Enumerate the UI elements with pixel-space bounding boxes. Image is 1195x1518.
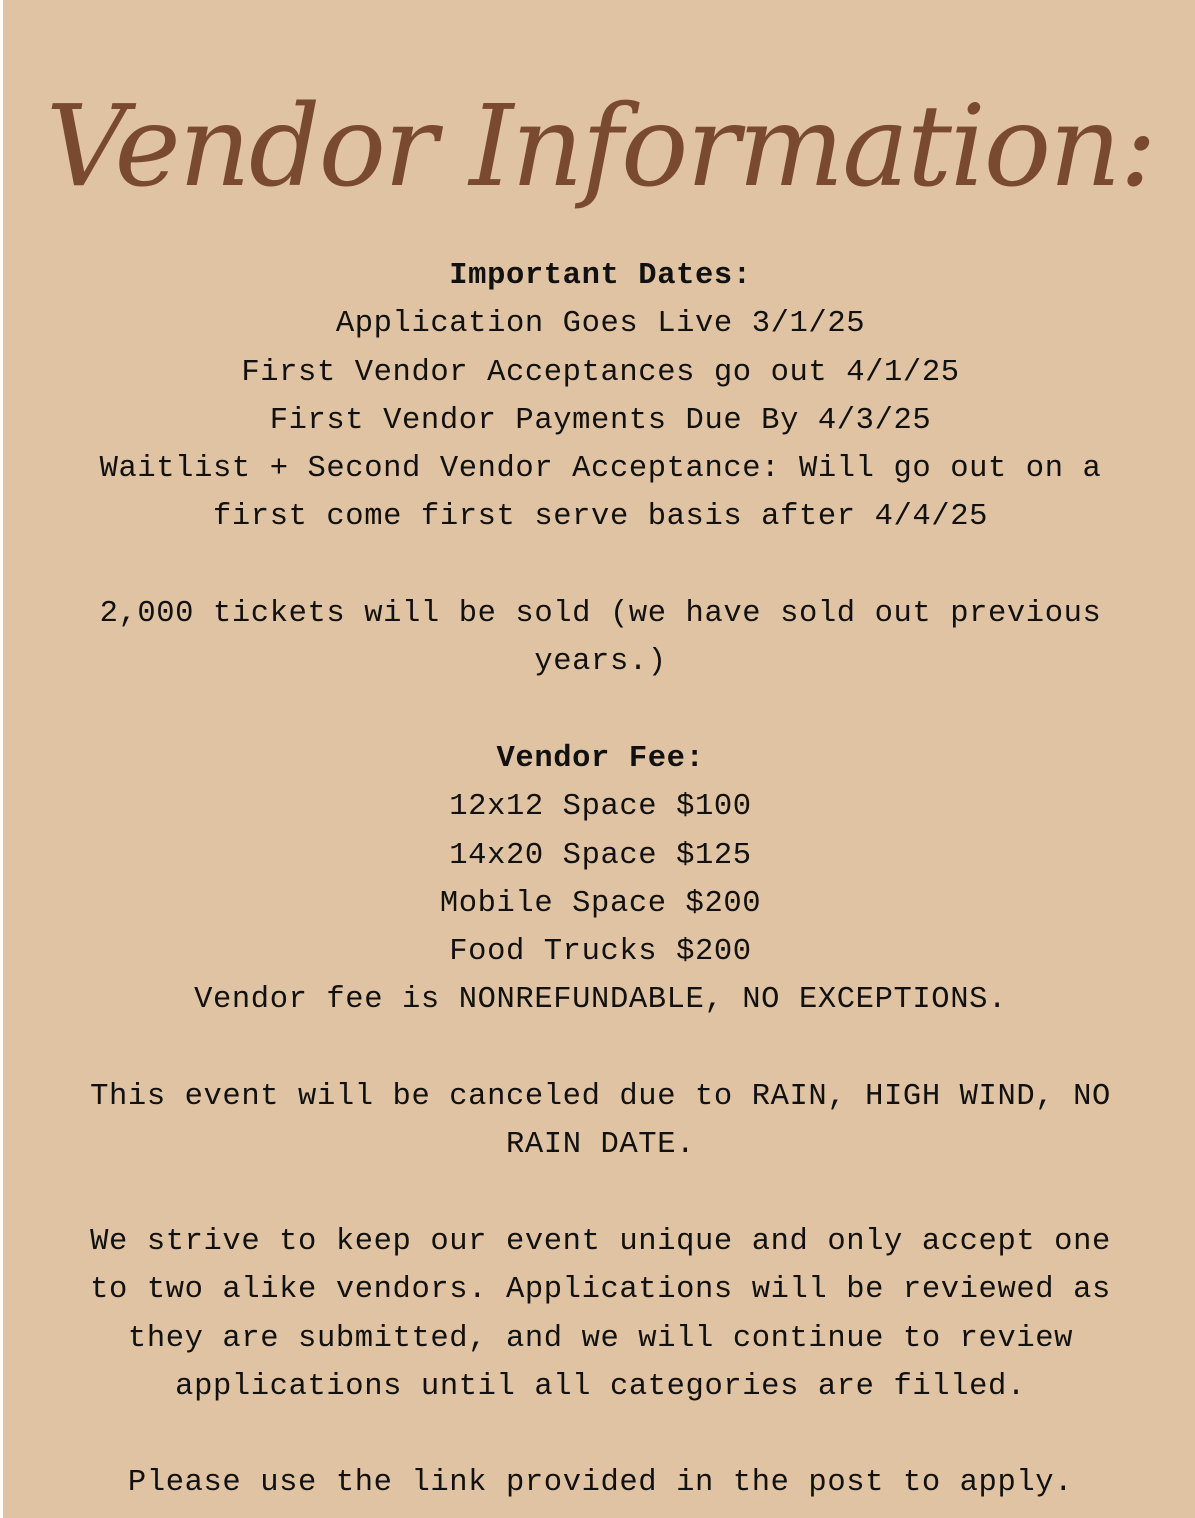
date-item-waitlist: Waitlist + Second Vendor Acceptance: Will go out on a [99,452,1102,487]
spacer [13,687,1188,735]
weather-line-2: RAIN DATE. [505,1128,696,1163]
fee-nonrefundable-note: Vendor fee is NONREFUNDABLE, NO EXCEPTIONS. [194,983,1007,1018]
fee-item-14x20: 14x20 Space $125 [449,838,752,873]
important-dates-heading: Important Dates: [449,259,752,293]
spacer [13,542,1188,590]
policy-line-2: to two alike vendors. Applications will be reviewed as [90,1273,1111,1308]
policy-line-4: applications until all categories are filled. [175,1369,1026,1404]
policy-line-1: We strive to keep our event unique and only accept one [90,1224,1111,1259]
date-item-first-acceptances: First Vendor Acceptances go out 4/1/25 [241,355,960,390]
fee-item-mobile: Mobile Space $200 [439,886,762,921]
spacer [13,1170,1188,1218]
tickets-line-2: years.) [534,645,667,680]
date-item-waitlist-cont: first come first serve basis after 4/4/25 [212,500,989,535]
weather-line-1: This event will be canceled due to RAIN, HIGH WIND, NO [90,1080,1111,1115]
vendor-fee-heading: Vendor Fee: [496,741,705,776]
spacer [13,1025,1188,1073]
page-title: Vendor Information: [45,82,1156,212]
fee-item-12x12: 12x12 Space $100 [449,790,752,825]
spacer [13,1411,1188,1459]
fee-item-food-trucks: Food Trucks $200 [449,935,752,970]
flyer-body [13,252,1188,1508]
date-item-application-live: Application Goes Live 3/1/25 [335,307,866,342]
apply-instruction: Please use the link provided in the post to apply. [127,1466,1074,1501]
date-item-payments-due: First Vendor Payments Due By 4/3/25 [269,403,932,438]
policy-line-3: they are submitted, and we will continue to review [127,1321,1074,1356]
tickets-line-1: 2,000 tickets will be sold (we have sold out previous [99,597,1102,632]
